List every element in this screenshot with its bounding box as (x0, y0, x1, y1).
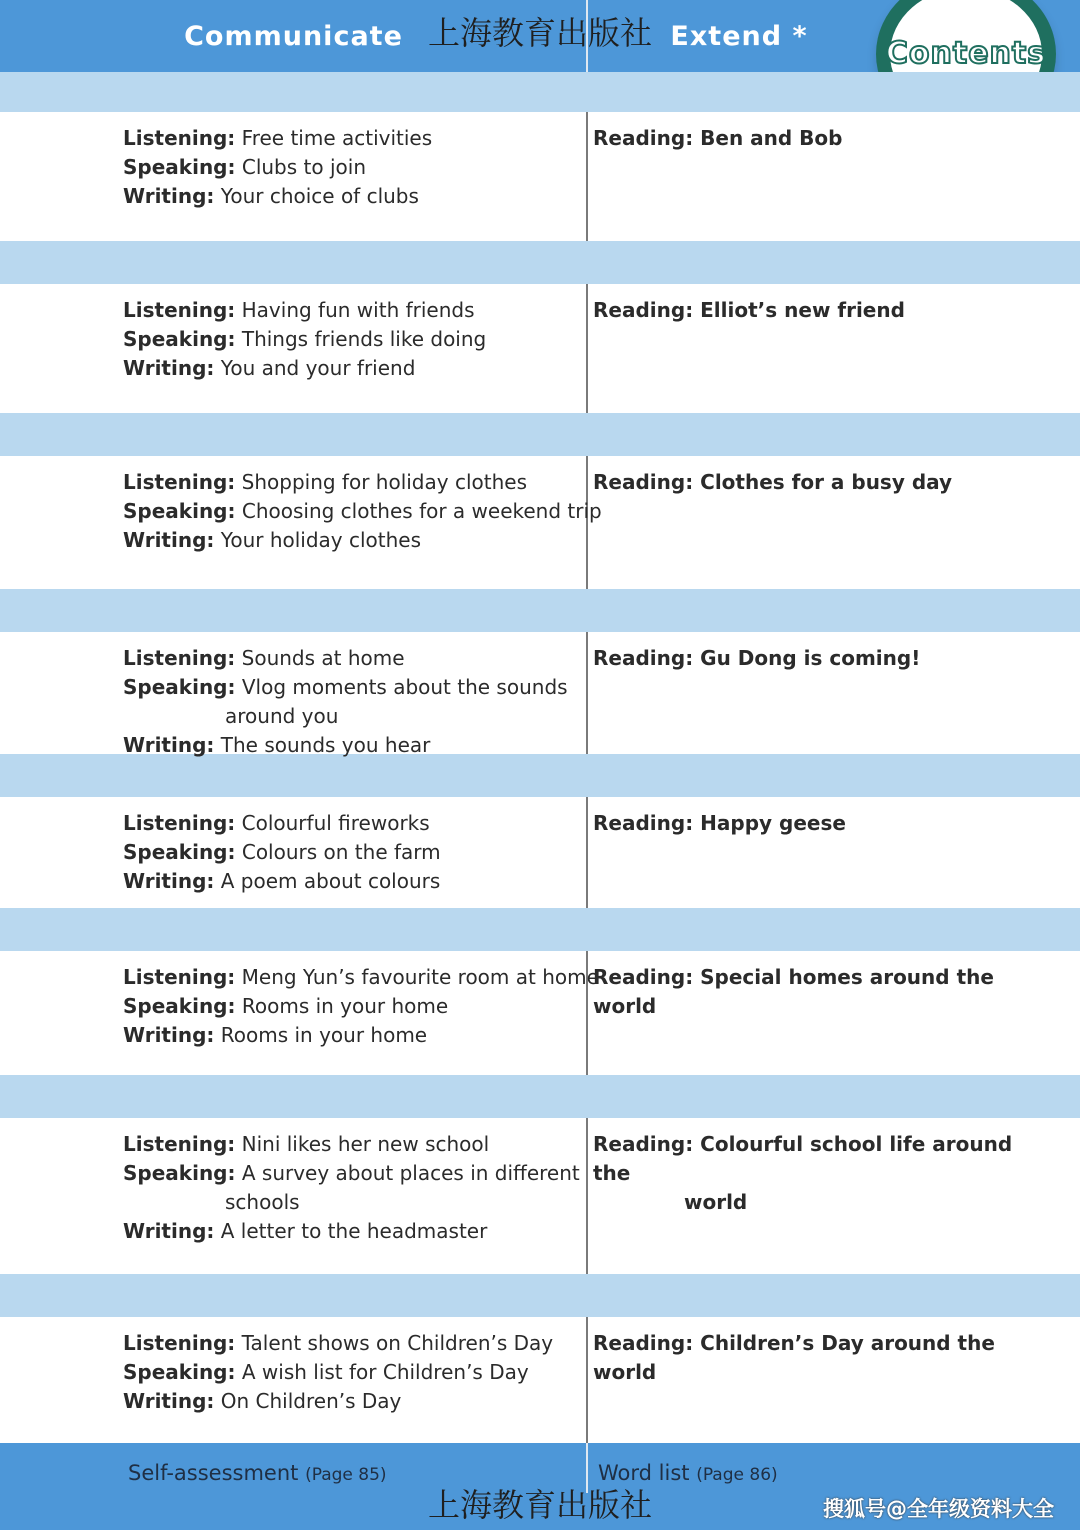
activity-label: Writing: (123, 356, 215, 380)
communicate-cell (123, 1329, 583, 1416)
activity-line (123, 1217, 583, 1246)
activity-line (123, 354, 583, 383)
activity-line (123, 526, 583, 555)
reading-title: Reading: Children’s Day around the world (593, 1331, 995, 1384)
communicate-cell (123, 963, 599, 1050)
activity-text: Sounds at home (241, 646, 405, 670)
reading-title: Reading: Clothes for a busy day (593, 470, 953, 494)
extend-cell (593, 1329, 1013, 1387)
self-assessment-page: (Page 85) (305, 1465, 387, 1485)
extend-cell (593, 809, 1013, 838)
row-divider (586, 632, 588, 754)
reading-title: Reading: Happy geese (593, 811, 846, 835)
activity-label: Listening: (123, 1331, 236, 1355)
activity-label: Speaking: (123, 155, 236, 179)
extend-cell (593, 468, 1013, 497)
activity-text: Your choice of clubs (220, 184, 419, 208)
publisher-watermark-bottom: 上海教育出版社 (427, 1486, 652, 1524)
activity-label: Writing: (123, 1389, 215, 1413)
unit-row (0, 112, 1080, 241)
activity-label: Listening: (123, 126, 236, 150)
activity-text: The sounds you hear (220, 733, 431, 757)
word-list-label: Word list (598, 1461, 690, 1485)
activity-text: Having fun with friends (241, 298, 475, 322)
activity-label: Listening: (123, 298, 236, 322)
publisher-watermark-top: 上海教育出版社 (427, 14, 652, 52)
reading-title: Reading: Gu Dong is coming! (593, 646, 921, 670)
row-divider (586, 284, 588, 413)
activity-label: Writing: (123, 528, 215, 552)
activity-line (123, 1130, 583, 1159)
unit-row (0, 951, 1080, 1075)
activity-line (123, 838, 583, 867)
communicate-cell (123, 809, 583, 896)
activity-text: Rooms in your home (241, 994, 449, 1018)
activity-line (123, 182, 583, 211)
activity-line (123, 468, 583, 497)
section-band (0, 72, 1080, 112)
activity-continuation: schools (225, 1190, 300, 1214)
communicate-cell (123, 124, 583, 211)
activity-label: Speaking: (123, 1360, 236, 1384)
activity-label: Writing: (123, 1219, 215, 1243)
unit-row (0, 797, 1080, 908)
section-band (0, 413, 1080, 456)
activity-text: A letter to the headmaster (220, 1219, 488, 1243)
activity-line (123, 731, 583, 760)
communicate-column-heading: Communicate (184, 20, 403, 52)
activity-label: Speaking: (123, 499, 236, 523)
reading-title: Reading: Elliot’s new friend (593, 298, 905, 322)
activity-line (123, 809, 583, 838)
unit-row (0, 284, 1080, 413)
activity-line (123, 153, 583, 182)
unit-row (0, 1118, 1080, 1274)
word-list-page: (Page 86) (696, 1465, 778, 1485)
activity-text: Vlog moments about the sounds (241, 675, 568, 699)
activity-text: A survey about places in different (241, 1161, 580, 1185)
reading-title: Reading: Special homes around the world (593, 965, 994, 1018)
unit-row (0, 456, 1080, 589)
communicate-cell (123, 1130, 583, 1246)
activity-text: Things friends like doing (241, 327, 487, 351)
extend-cell (593, 644, 1013, 673)
activity-text: Choosing clothes for a weekend trip (241, 499, 602, 523)
activity-label: Listening: (123, 811, 236, 835)
activity-line (123, 963, 599, 992)
section-band (0, 589, 1080, 632)
activity-line (123, 124, 583, 153)
activity-label: Writing: (123, 1023, 215, 1047)
activity-text: A wish list for Children’s Day (241, 1360, 529, 1384)
reading-title: world (684, 1190, 748, 1214)
reading-title: Reading: Ben and Bob (593, 126, 843, 150)
contents-badge-label: Contents (885, 36, 1047, 71)
row-divider (586, 1317, 588, 1443)
section-band (0, 241, 1080, 284)
activity-line (123, 1329, 583, 1358)
communicate-cell (123, 296, 583, 383)
activity-text: Clubs to join (241, 155, 366, 179)
row-divider (586, 797, 588, 908)
extend-column-heading: Extend * (670, 20, 808, 52)
section-band (0, 754, 1080, 797)
activity-text: A poem about colours (220, 869, 441, 893)
activity-label: Listening: (123, 470, 236, 494)
activity-text: Nini likes her new school (241, 1132, 490, 1156)
activity-text: Colours on the farm (241, 840, 441, 864)
activity-text: Meng Yun’s favourite room at home (241, 965, 599, 989)
activity-label: Speaking: (123, 994, 236, 1018)
activity-line (123, 296, 583, 325)
activity-line (123, 867, 583, 896)
activity-line (123, 673, 583, 702)
section-band (0, 908, 1080, 951)
activity-line (123, 1358, 583, 1387)
section-band (0, 1274, 1080, 1317)
activity-label: Listening: (123, 1132, 236, 1156)
activity-label: Writing: (123, 869, 215, 893)
activity-text: Colourful fireworks (241, 811, 430, 835)
extend-cell (593, 1130, 1013, 1217)
row-divider (586, 112, 588, 241)
activity-label: Speaking: (123, 327, 236, 351)
activity-text: Talent shows on Children’s Day (241, 1331, 554, 1355)
activity-text: On Children’s Day (220, 1389, 402, 1413)
self-assessment-label: Self-assessment (128, 1461, 299, 1485)
activity-label: Listening: (123, 965, 236, 989)
row-divider (586, 1118, 588, 1274)
activity-continuation: around you (225, 704, 339, 728)
activity-text: Your holiday clothes (220, 528, 422, 552)
unit-row (0, 1317, 1080, 1443)
source-watermark: 搜狐号@全年级资料大全 (823, 1497, 1054, 1521)
reading-title: Reading: Colourful school life around the (593, 1132, 1013, 1185)
extend-cell (593, 124, 1013, 153)
communicate-cell (123, 644, 583, 760)
activity-line (123, 1021, 583, 1050)
activity-label: Listening: (123, 646, 236, 670)
activity-label: Writing: (123, 184, 215, 208)
activity-text: Free time activities (241, 126, 433, 150)
activity-label: Speaking: (123, 675, 236, 699)
section-band (0, 1075, 1080, 1118)
activity-text: You and your friend (220, 356, 416, 380)
activity-line (123, 992, 583, 1021)
column-divider (586, 0, 588, 72)
extend-cell (593, 963, 1013, 1021)
activity-label: Writing: (123, 733, 215, 757)
activity-label: Speaking: (123, 1161, 236, 1185)
activity-line (123, 1159, 583, 1188)
extend-cell (593, 296, 1013, 325)
activity-line (123, 497, 602, 526)
activity-line (123, 1387, 583, 1416)
activity-text: Shopping for holiday clothes (241, 470, 527, 494)
unit-row (0, 632, 1080, 757)
activity-line (123, 325, 583, 354)
activity-text: Rooms in your home (220, 1023, 428, 1047)
activity-line (123, 644, 583, 673)
communicate-cell (123, 468, 602, 555)
activity-label: Speaking: (123, 840, 236, 864)
